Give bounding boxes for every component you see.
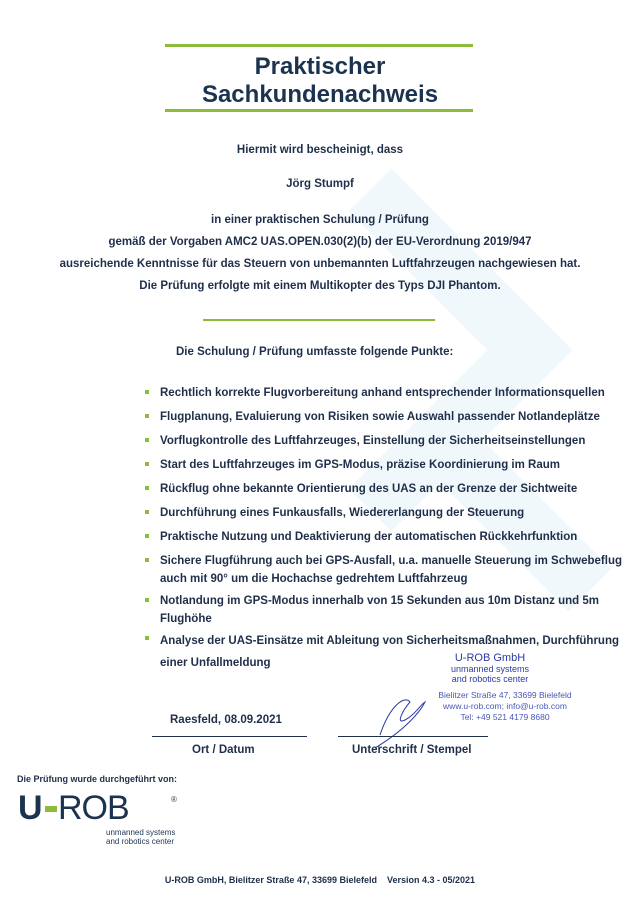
logo-tagline-1: unmanned systems [106,828,176,837]
bullet-icon [145,636,149,640]
place-date-label: Ort / Datum [192,744,255,756]
section-divider [203,319,435,321]
list-item: Notlandung im GPS-Modus innerhalb von 15 Sekunden aus 10m Distanz und 5m Flughöhe [160,592,630,628]
signature-line [338,736,488,737]
statement-line-3: ausreichende Kenntnisse für das Steuern von unbemannten Luftfahrzeugen nachgewiesen hat. [59,258,581,270]
list-item: Praktische Nutzung und Deaktivierung der automatischen Rückkehrfunktion [160,528,630,546]
statement-line-1: in einer praktischen Schulung / Prüfung [211,214,429,226]
list-item: Durchführung eines Funkausfalls, Wiedererlangung der Steuerung [160,504,630,522]
document-title-line2: Sachkundenachweis [201,81,439,108]
statement-line-4: Die Prüfung erfolgte mit einem Multikopter des Typs DJI Phantom. [139,280,501,292]
bullet-icon [145,558,149,562]
stamp-tel: Tel: +49 521 4179 8680 [460,712,550,722]
place-date-line [152,736,307,737]
bullet-icon [145,462,149,466]
title-top-rule [165,44,473,47]
place-date-value: Raesfeld, 08.09.2021 [170,714,282,726]
bullet-icon [145,598,149,602]
list-item: Flugplanung, Evaluierung von Risiken sowie Auswahl passender Notlandeplätze [160,408,630,426]
list-item: Sichere Flugführung auch bei GPS-Ausfall, u.a. manuelle Steuerung im Schwebeflug auch mit 90° um die Hochachse gedrehtem Luftfahrzeug [160,552,630,588]
title-bottom-rule [165,109,473,112]
conducted-by-label: Die Prüfung wurde durchgeführt von: [17,774,177,784]
signature-label: Unterschrift / Stempel [352,744,472,756]
logo-rob: ROB [58,789,129,827]
list-item: Analyse der UAS-Einsätze mit Ableitung von Sicherheitsmaßnahmen, Durchführung einer Unfallmeldung [160,630,630,674]
footer-text: U-ROB GmbH, Bielitzer Straße 47, 33699 Bielefeld Version 4.3 - 05/2021 [164,875,476,885]
bullet-icon [145,414,149,418]
logo-dash [45,806,57,812]
list-item: Rechtlich korrekte Flugvorbereitung anhand entsprechender Informationsquellen [160,384,630,402]
stamp-contact [420,690,590,723]
bullet-icon [145,510,149,514]
stamp-sub1: unmanned systems [450,664,530,674]
logo-tagline-2: and robotics center [106,837,175,846]
stamp-web: www.u-rob.com; info@u-rob.com [443,701,567,711]
bullet-icon [145,390,149,394]
logo-registered: ® [171,795,177,804]
points-heading: Die Schulung / Prüfung umfasste folgende Punkte: [176,346,454,358]
list-item: Rückflug ohne bekannte Orientierung des UAS an der Grenze der Sichtweite [160,480,630,498]
bullet-icon [145,438,149,442]
stamp-address: Bielitzer Straße 47, 33699 Bielefeld [438,690,572,700]
bullet-icon [145,534,149,538]
list-item: Start des Luftfahrzeuges im GPS-Modus, präzise Koordinierung im Raum [160,456,630,474]
intro-text: Hiermit wird bescheinigt, dass [236,144,404,156]
bullet-icon [145,486,149,490]
company-stamp [420,652,560,684]
document-title-line1: Praktischer [254,53,386,80]
signature-mark [365,690,445,750]
statement-line-2: gemäß der Vorgaben AMC2 UAS.OPEN.030(2)(b) der EU-Verordnung 2019/947 [108,236,532,248]
recipient-name: Jörg Stumpf [286,178,354,190]
stamp-company: U-ROB GmbH [454,652,526,664]
u-rob-logo [18,789,188,850]
logo-u: U [18,789,43,827]
list-item: Vorflugkontrolle des Luftfahrzeuges, Einstellung der Sicherheitseinstellungen [160,432,630,450]
stamp-sub2: and robotics center [451,674,529,684]
